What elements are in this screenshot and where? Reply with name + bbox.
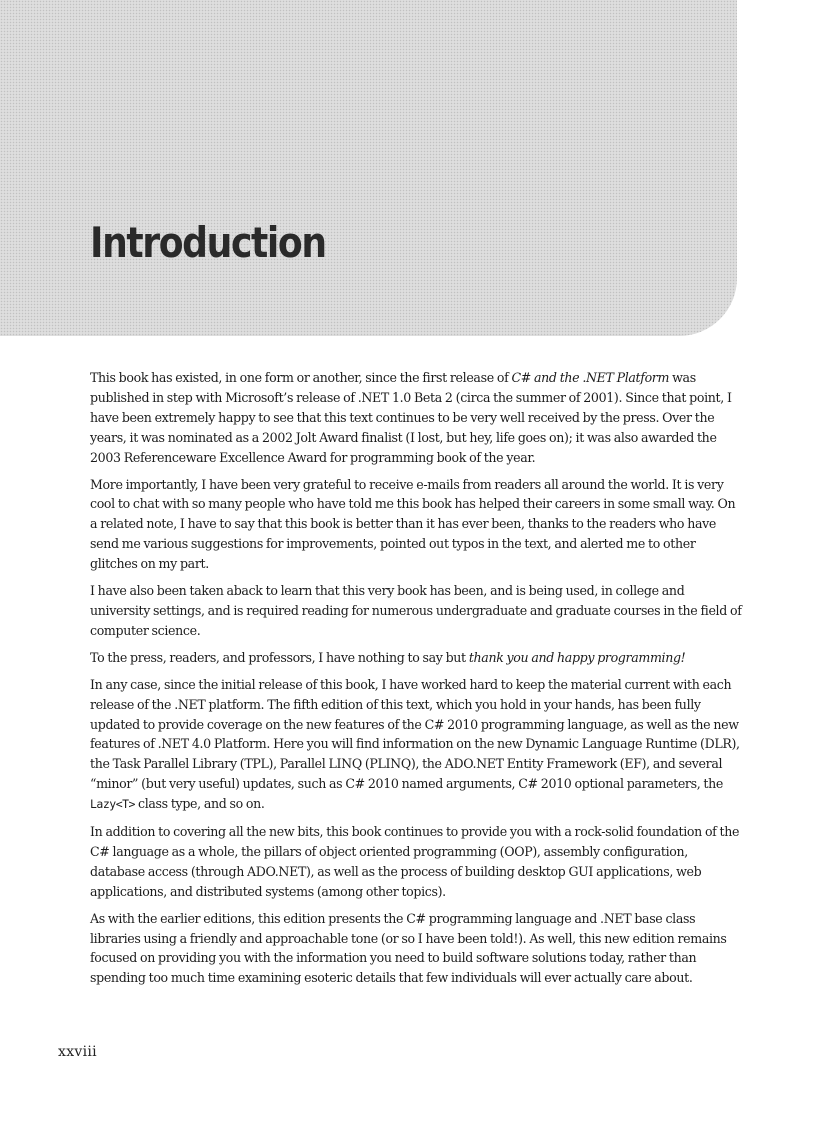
paragraph-4 <box>90 648 745 668</box>
paragraph-3: I have also been taken aback to learn that this very book has been, and is being used, in college and university settings, and is required reading for numerous undergraduate and graduate courses in the field of computer science. <box>90 583 742 638</box>
thank-you-emphasis: thank you and happy programming! <box>468 649 686 665</box>
paragraph-4-text-a: To the press, readers, and professors, I have nothing to say but <box>90 649 469 665</box>
chapter-body <box>90 368 745 995</box>
paragraph-1-text-a: This book has existed, in one form or another, since the first release of <box>90 370 512 385</box>
paragraph-6: In addition to covering all the new bits, this book continues to provide you with a rock-solid foundation of the C# language as a whole, the pillars of object oriented programming (OOP), assembly configuration, database access (through ADO.NET), as well as the process of building desktop GUI applications, web applications, and distributed systems (among other topics). <box>90 824 740 899</box>
paragraph-5 <box>90 675 745 815</box>
paragraph-2: More importantly, I have been very grateful to receive e-mails from readers all around the world. It is very cool to chat with so many people who have told me this book has helped their careers in some small way. On a related note, I have to say that this book is better than it has ever been, thanks to the readers who have send me various suggestions for improvements, pointed out typos in the text, and alerted me to other glitches on my part. <box>90 476 736 572</box>
book-title-emphasis: C# and the .NET Platform <box>511 370 670 385</box>
chapter-title: Introduction <box>90 218 326 267</box>
paragraph-5-text-a: In any case, since the initial release of this book, I have worked hard to keep the material current with each release of the .NET platform. The fifth edition of this text, which you hold in your hands, has been fully updated to provide coverage on the new features of the C# 2010 programming language, as well as the new features of .NET 4.0 Platform. Here you will find information on the new Dynamic Language Runtime (DLR), the Task Parallel Library (TPL), Parallel LINQ (PLINQ), the ADO.NET Entity Framework (EF), and several “minor” (but very useful) updates, such as C# 2010 named arguments, C# 2010 optional parameters, the <box>90 676 740 792</box>
inline-code-lazy-t: Lazy<T> <box>90 797 135 812</box>
paragraph-5-text-b: class type, and so on. <box>134 796 265 812</box>
paragraph-1-text-b: was published in step with Microsoft’s release of .NET 1.0 Beta 2 (circa the summer of 2001). Since that point, I have been extremely happy to see that this text continues to be very well received by the press. Over the years, it was nominated as a 2002 Jolt Award finalist (I lost, but hey, life goes on); it was also awarded the 2003 Referenceware Excellence Award for programming book of the year. <box>90 370 732 465</box>
chapter-header-band <box>0 0 737 336</box>
paragraph-1 <box>90 368 745 468</box>
page-number: xxviii <box>58 1044 97 1060</box>
paragraph-7: As with the earlier editions, this edition presents the C# programming language and .NET base class libraries using a friendly and approachable tone (or so I have been told!). As well, this new edition remains focused on providing you with the information you need to build software solutions today, rather than spending too much time examining esoteric details that few individuals will ever actually care about. <box>90 910 727 986</box>
